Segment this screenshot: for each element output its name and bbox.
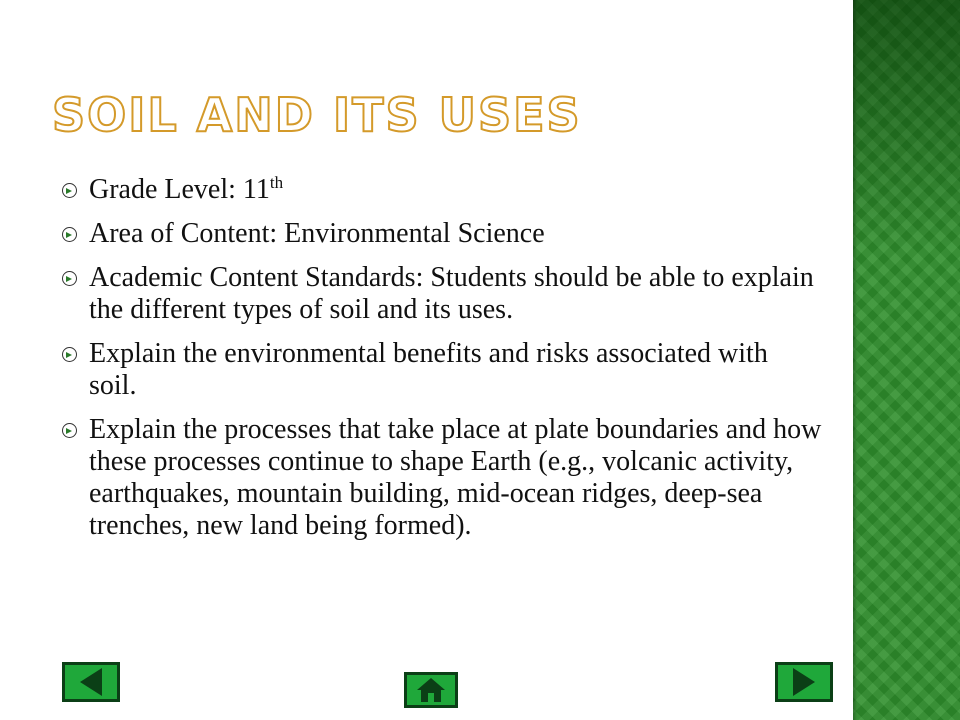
bullet-superscript: th bbox=[269, 173, 284, 192]
bullet-text: Explain the environmental benefits and risks associated with soil. bbox=[89, 338, 768, 401]
bullet-arrow-icon bbox=[62, 227, 77, 242]
bullet-text: Explain the processes that take place at plate boundaries and how these processes continue to shape Earth (e.g., volcanic activity, earthquakes, mountain building, mid-ocean ridges, deep-sea trenches, new land being formed). bbox=[89, 414, 822, 541]
bullet-item-area-of-content bbox=[62, 218, 822, 250]
bullet-item-standards bbox=[62, 262, 822, 326]
bullet-arrow-icon bbox=[62, 347, 77, 362]
bullet-text: Grade Level: 11 bbox=[89, 174, 270, 205]
bullet-arrow-icon bbox=[62, 423, 77, 438]
slide-title: SOIL AND ITS USES bbox=[52, 88, 582, 142]
bullet-text: Area of Content: Environmental Science bbox=[89, 218, 545, 249]
right-arrow-icon bbox=[793, 668, 815, 696]
bullet-item-grade-level bbox=[62, 174, 822, 206]
bullet-arrow-icon bbox=[62, 271, 77, 286]
next-slide-button[interactable] bbox=[775, 662, 833, 702]
decorative-side-band bbox=[853, 0, 960, 720]
bullet-item-benefits-risks bbox=[62, 338, 822, 402]
home-icon bbox=[416, 677, 446, 703]
bullet-text: Academic Content Standards: Students should be able to explain the different types of soil and its uses. bbox=[89, 262, 814, 325]
bullet-list bbox=[62, 174, 822, 554]
left-arrow-icon bbox=[80, 668, 102, 696]
previous-slide-button[interactable] bbox=[62, 662, 120, 702]
bullet-item-plate-boundaries bbox=[62, 414, 822, 542]
bullet-arrow-icon bbox=[62, 183, 77, 198]
home-button[interactable] bbox=[404, 672, 458, 708]
